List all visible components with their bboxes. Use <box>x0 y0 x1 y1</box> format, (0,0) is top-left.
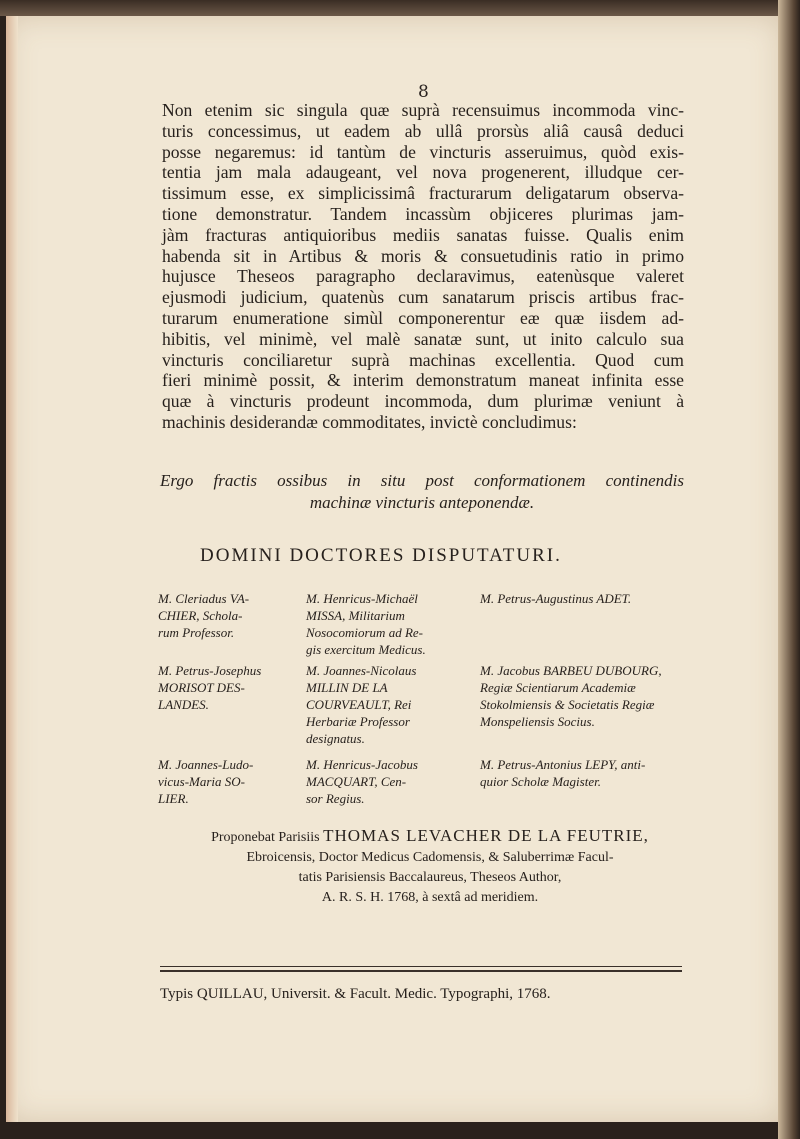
doctor-line: Stokolmiensis & Societatis Regiæ <box>480 697 655 712</box>
doctor-entry <box>480 590 690 607</box>
proponebat-line-2: Ebroicensis, Doctor Medicus Cadomensis, & Saluberrimæ Facul- <box>246 850 614 865</box>
doctor-entry <box>480 756 690 790</box>
doctor-line: Regiæ Scientiarum Academiæ <box>480 680 636 695</box>
body-line: tentia jam mala adaugeant, vel nova progenerent, illudque cer- <box>162 162 684 183</box>
body-line: tione demonstratur. Tandem incassùm objiceres plurimas jam- <box>162 203 684 224</box>
doctor-entry <box>158 756 298 807</box>
body-line: ejusmodi judicium, quatenùs cum sanatarum priscis artibus frac- <box>162 287 684 308</box>
doctor-line: M. Joannes-Nicolaus <box>306 663 417 678</box>
body-line: hujusce Theseos paragrapho declaravimus, eatenùsque valeret <box>162 266 684 287</box>
divider-rule-thin <box>160 966 682 967</box>
printer-imprint: Typis QUILLAU, Universit. & Facult. Medic. Typographi, 1768. <box>160 986 551 1002</box>
body-line: hibitis, vel minimè, vel malè sanatæ sunt, ut inito calculo sua <box>162 328 684 349</box>
section-heading: DOMINI DOCTORES DISPUTATURI. <box>200 545 562 566</box>
body-line: habenda sit in Artibus & moris & consuetudinis ratio in primo <box>162 245 684 266</box>
body-line: tissimum esse, ex simplicissimâ fracturarum deligatarum observa- <box>162 183 684 204</box>
doctor-line: MILLIN DE LA <box>306 680 388 695</box>
doctor-entry <box>306 662 476 747</box>
body-line: vincturis conciliaretur suprà machinas excellentia. Quod cum <box>162 349 684 370</box>
doctor-line: rum Professor. <box>158 625 235 640</box>
doctor-entry <box>158 590 298 641</box>
doctor-line: MISSA, Militarium <box>306 608 405 623</box>
body-line: turarum enumeratione simùl componerentur eæ quæ iisdem ad- <box>162 307 684 328</box>
body-line: fieri minimè possit, & interim demonstratum maneat infinita esse <box>162 370 684 391</box>
doctor-line: quior Scholæ Magister. <box>480 774 601 789</box>
conclusion-line-2: machinæ vincturis anteponendæ. <box>309 493 535 512</box>
body-line: posse negaremus: id tantùm de vincturis asseruimus, quòd exis- <box>162 141 684 162</box>
body-line: Non etenim sic singula quæ suprà recensuimus incommoda vinc- <box>162 100 684 120</box>
doctor-line: M. Cleriadus VA- <box>158 591 250 606</box>
doctor-line: M. Henricus-Michaël <box>306 591 418 606</box>
body-line: machinis desiderandæ commoditates, invictè concludimus: <box>162 411 577 432</box>
proponebat-line-3: tatis Parisiensis Baccalaureus, Theseos Author, <box>298 870 562 885</box>
doctor-line: gis exercitum Medicus. <box>306 642 426 657</box>
page-left-edge <box>6 16 18 1122</box>
doctor-line: M. Jacobus BARBEU DUBOURG, <box>480 663 662 678</box>
doctor-line: MACQUART, Cen- <box>306 774 407 789</box>
doctor-line: M. Henricus-Jacobus <box>306 757 418 772</box>
doctor-entry <box>306 590 476 658</box>
doctor-line: M. Petrus-Augustinus ADET. <box>480 591 632 606</box>
doctor-line: LIER. <box>158 791 189 806</box>
doctor-entry <box>480 662 690 730</box>
doctor-line: M. Joannes-Ludo- <box>158 757 254 772</box>
doctor-line: Nosocomiorum ad Re- <box>306 625 423 640</box>
doctor-line: MORISOT DES- <box>158 680 245 695</box>
doctor-line: designatus. <box>306 731 365 746</box>
proponebat-date-line: A. R. S. H. 1768, à sextâ ad meridiem. <box>321 890 539 905</box>
doctor-line: vicus-Maria SO- <box>158 774 246 789</box>
doctor-line: CHIER, Schola- <box>158 608 243 623</box>
conclusion-statement <box>160 470 684 514</box>
doctor-line: M. Petrus-Josephus <box>158 663 262 678</box>
author-name: THOMAS LEVACHER DE LA FEUTRIE, <box>323 826 649 845</box>
proponebat-block <box>160 826 700 908</box>
book-spine-edge <box>778 0 800 1139</box>
conclusion-line-1: Ergo fractis ossibus in situ post conformationem continendis <box>160 471 684 490</box>
proponebat-line-1 <box>160 826 700 848</box>
divider-rule-thick <box>160 970 682 972</box>
body-line: quæ à vincturis prodeunt incommoda, dum plurimæ veniunt à <box>162 391 684 412</box>
doctor-line: Herbariæ Professor <box>306 714 410 729</box>
doctor-entry <box>306 756 476 807</box>
doctor-line: Monspeliensis Socius. <box>480 714 595 729</box>
doctor-line: M. Petrus-Antonius LEPY, anti- <box>480 757 646 772</box>
body-paragraph <box>162 100 684 433</box>
doctors-list <box>158 590 718 820</box>
book-top-edge <box>0 0 800 16</box>
body-line: turis concessimus, ut eadem ab ullâ prorsùs aliâ causâ deduci <box>162 120 684 141</box>
doctor-line: sor Regius. <box>306 791 365 806</box>
page-number: 8 <box>418 82 429 102</box>
doctor-line: COURVEAULT, Rei <box>306 697 412 712</box>
body-line: jàm fracturas antiquioribus mediis sanatas fuisse. Qualis enim <box>162 224 684 245</box>
doctor-entry <box>158 662 298 713</box>
proponebat-lead: Proponebat Parisiis <box>211 830 324 845</box>
doctor-line: LANDES. <box>158 697 209 712</box>
